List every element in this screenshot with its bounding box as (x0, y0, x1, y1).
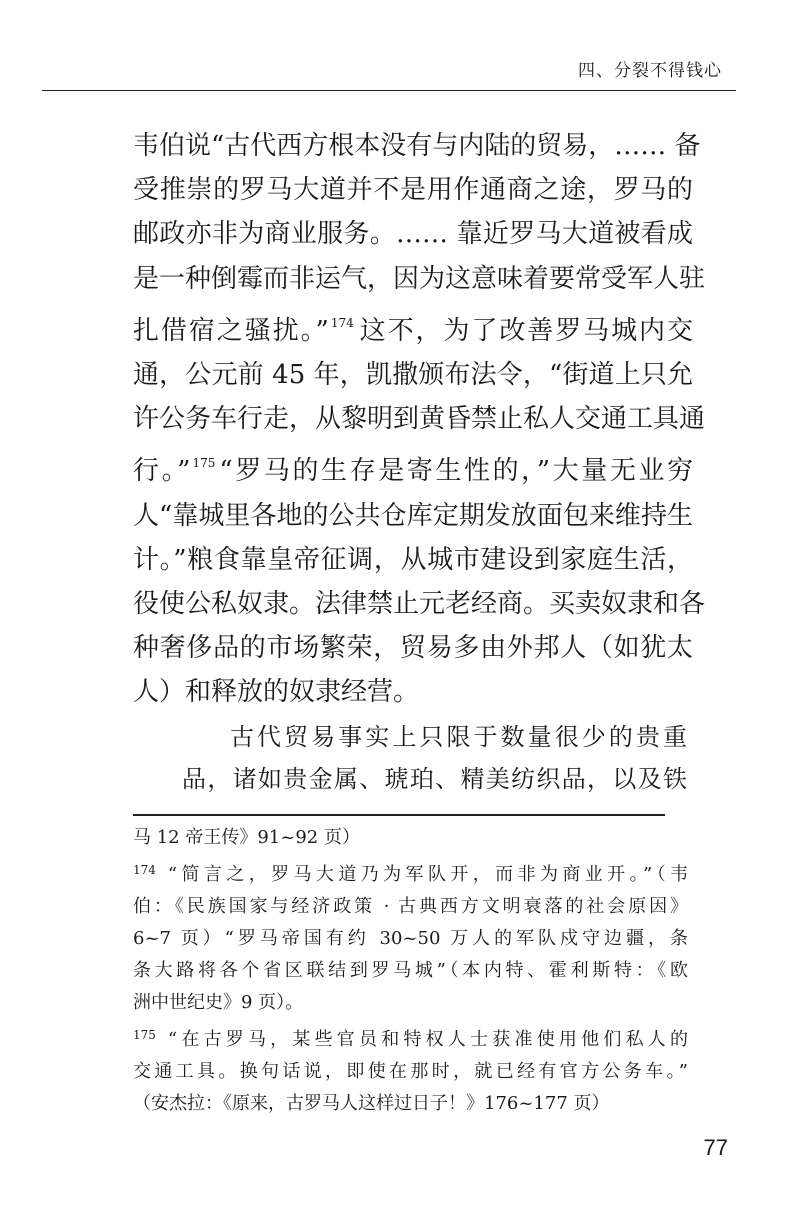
footnote-continuation: 马 12 帝王传》91~92 页） (133, 827, 360, 848)
block-quote (182, 716, 687, 800)
body-line: 韦伯说“古代西方根本没有与内陆的贸易，…… 备 (133, 131, 701, 161)
body-paragraph (133, 124, 706, 715)
quote-line: 古代贸易事实上只限于数量很少的贵重 (230, 723, 687, 751)
body-line-with-note (133, 441, 693, 493)
footnote-ref-174[interactable]: 174 (330, 315, 354, 330)
body-line: 人“靠城里各地的公共仓库定期发放面包来维持生 (133, 500, 693, 531)
footnote-174-line: 伯：《民族国家与经济政策 · 古典西方文明衰落的社会原因》 (133, 896, 688, 917)
footnote-text: “简言之，罗马大道乃为军队开，而非为商业开。”（韦 (167, 864, 688, 885)
body-line-part: “罗马的生存是寄生性的，”大量无业穷 (219, 456, 693, 487)
footnote-174-line (133, 854, 688, 891)
footnote-175-line (133, 1019, 688, 1056)
footnote-ref-175[interactable]: 175 (192, 456, 216, 471)
header-rule (42, 90, 736, 91)
footnote-text: “在古罗马，某些官员和特权人士获准使用他们私人的 (167, 1029, 688, 1050)
body-line: 受推崇的罗马大道并不是用作通商之途，罗马的 (133, 175, 693, 206)
body-line: 役使公私奴隶。法律禁止元老经商。买卖奴隶和各 (133, 589, 706, 620)
footnote-number: 175 (133, 1028, 156, 1042)
body-line: 计。”粮食靠皇帝征调，从城市建设到家庭生活， (133, 544, 693, 575)
body-line-part: 行。” (133, 456, 191, 487)
body-line: 通，公元前 45 年，凯撒颁布法令，“街道上只允 (133, 360, 693, 391)
body-line: 许公务车行走，从黎明到黄昏禁止私人交通工具通 (133, 404, 706, 435)
footnote-number: 174 (133, 863, 156, 877)
body-line-part: 这不，为了改善罗马城内交 (357, 315, 693, 346)
footnote-174-line: 洲中世纪史》9 页）。 (133, 992, 304, 1013)
body-line: 是一种倒霉而非运气，因为这意味着要常受军人驻 (133, 263, 706, 294)
body-line: 种奢侈品的市场繁荣，贸易多由外邦人（如犹太 (133, 633, 693, 664)
body-line-part: 扎借宿之骚扰。” (133, 315, 329, 346)
body-line: 人）和释放的奴隶经营。 (133, 677, 420, 708)
footnote-rule (133, 814, 665, 816)
page-number: 77 (703, 1135, 728, 1160)
footnote-174-line: 6~7 页）“罗马帝国有约 30~50 万人的军队戍守边疆，条 (133, 928, 688, 949)
body-line-with-note (133, 301, 693, 353)
footnote-174-line: 条大路将各个省区联结到罗马城”（本内特、霍利斯特：《欧 (133, 960, 688, 981)
footnote-175-line: （安杰拉：《原来，古罗马人这样过日子！》176~177 页） (133, 1093, 610, 1114)
quote-line: 品，诸如贵金属、琥珀、精美纺织品，以及铁 (182, 765, 687, 793)
footnotes (133, 822, 688, 1120)
body-line: 邮政亦非为商业服务。…… 靠近罗马大道被看成 (133, 219, 693, 250)
footnote-175-line: 交通工具。换句话说，即使在那时，就已经有官方公务车。” (133, 1061, 688, 1082)
running-head: 四、分裂不得钱心 (578, 61, 722, 81)
